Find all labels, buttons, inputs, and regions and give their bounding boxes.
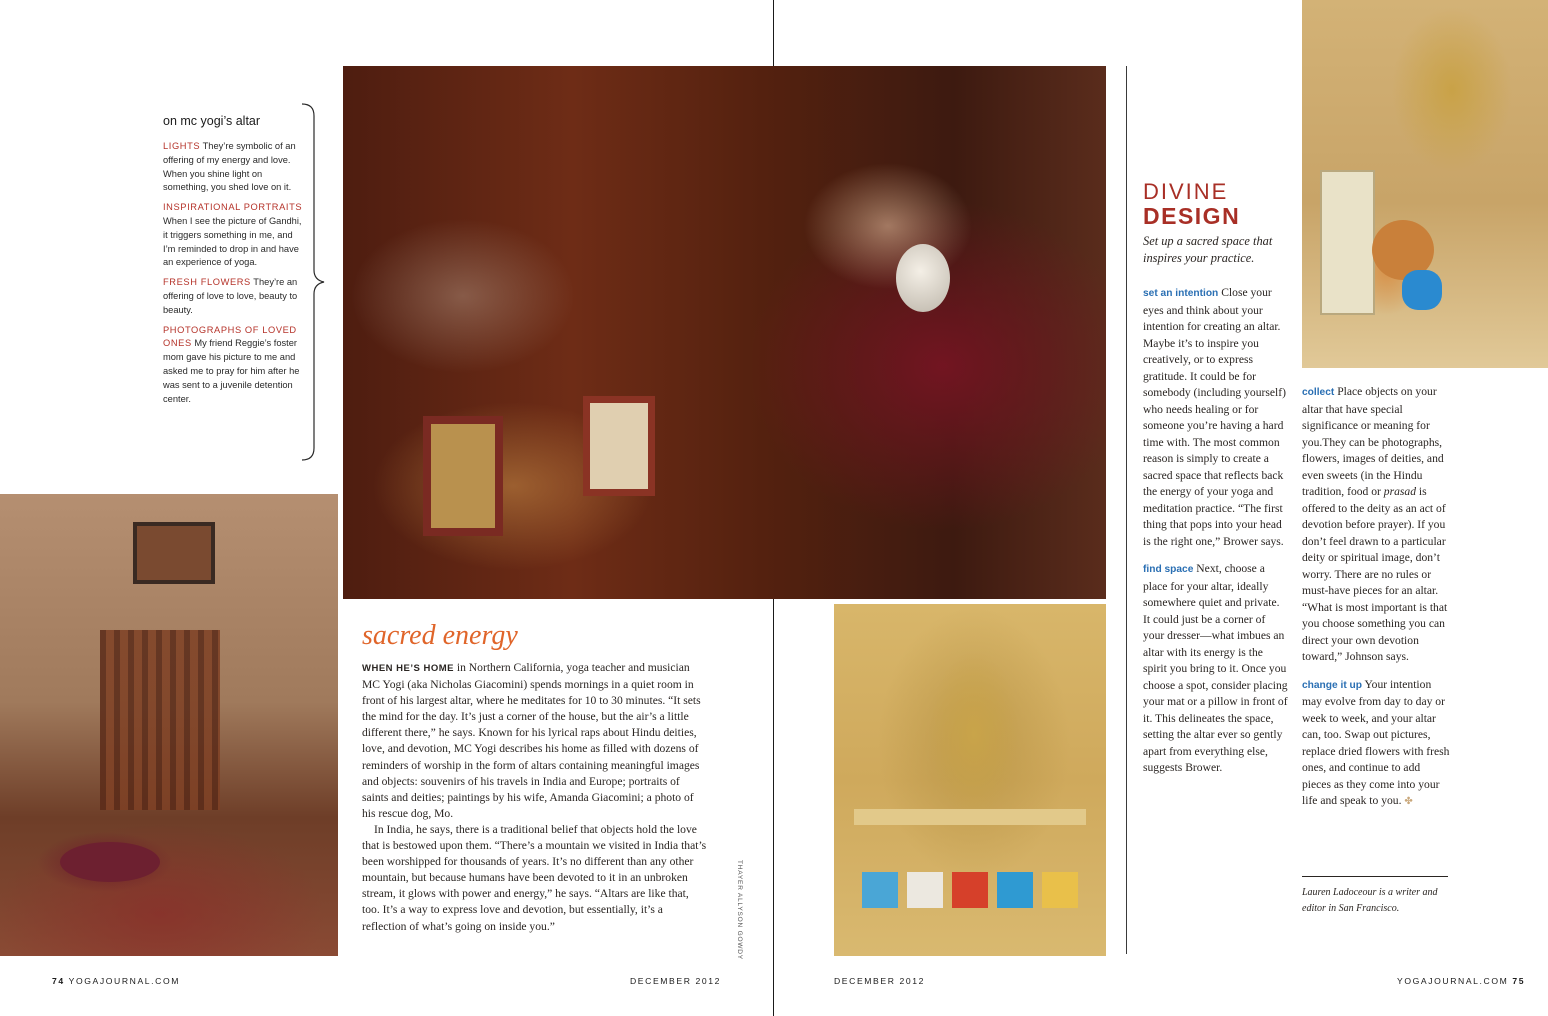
sidebar-text: They’re an offering of love to love, beauty to beauty. bbox=[163, 277, 298, 315]
sidebar-altar-list bbox=[163, 114, 303, 412]
folio-site: YOGAJOURNAL.COM bbox=[68, 976, 180, 986]
section-keyword: change it up bbox=[1302, 679, 1362, 691]
altar-frame bbox=[423, 416, 503, 536]
section-text: Your intention may evolve from day to day or week to week, and your altar can, too. Swap out pictures, replace dried flowers with fresh ones, and continue to add pieces as they come into your life and speak to you. bbox=[1302, 677, 1450, 807]
section-keyword: collect bbox=[1302, 387, 1335, 398]
photo-credit bbox=[735, 860, 745, 960]
folio-right bbox=[1397, 976, 1525, 986]
photo-credit-text: THAYER ALLYSON GOWDY bbox=[736, 860, 743, 960]
section-text: is offered to the deity as an act of devotion before prayer). If you don’t feel drawn to a particular deity or spiritual image, don’t worry. There are no rules or must-have pieces for an altar. “What is most important is that you choose something you can direct your own devotion toward,” Johnson says. bbox=[1302, 485, 1448, 663]
bio-rule bbox=[1302, 876, 1448, 877]
story-paragraph: In India, he says, there is a traditional belief that objects hold the love that is bestowed upon them. “There’s a mountain we visited in India that’s been worshipped for thousands of years. It’s no different than any other mountain, but because humans have been devoted to it in an unbroken stream, it glows with power and energy,” he says. “Altars are like that, too. It’s a way to express love and devotion, but essentially, it’s a reflection of what’s going on inside you.” bbox=[362, 822, 707, 933]
sidebar-term: INSPIRATIONAL PORTRAITS bbox=[163, 202, 303, 213]
story-title: sacred energy bbox=[362, 620, 518, 651]
section-text: Place objects on your altar that have special significance or meaning for you.They can be photographs, flowers, images of deities, and even sweets (in the Hindu tradition, food or bbox=[1302, 385, 1444, 498]
section-keyword: set an intention bbox=[1143, 288, 1219, 299]
photo-meditation-room bbox=[0, 494, 338, 956]
sidebar-title: on mc yogi’s altar bbox=[163, 114, 261, 128]
end-mark-icon: ✤ bbox=[1404, 796, 1413, 807]
story-lead-in: WHEN HE’S HOME bbox=[362, 663, 454, 674]
sidebar-text: My friend Reggie’s foster mom gave his picture to me and asked me to pray for him after he was sent to a juvenile detention center. bbox=[163, 338, 300, 404]
article-section bbox=[1143, 285, 1288, 550]
sidebar-item bbox=[163, 324, 303, 407]
section-emphasis: prasad bbox=[1383, 485, 1417, 498]
photo-mc-yogi-altar bbox=[343, 66, 1106, 599]
carved-screen bbox=[100, 630, 220, 810]
sidebar-item bbox=[163, 201, 303, 270]
sidebar-term: PHOTOGRAPHS OF LOVED ONES bbox=[163, 324, 297, 349]
wall-picture bbox=[133, 522, 215, 584]
article-column bbox=[1302, 384, 1450, 822]
altar-frame bbox=[583, 396, 655, 496]
story-text: in Northern California, yoga teacher and musician MC Yogi (aka Nicholas Giacomini) spends mornings in a quiet room in front of his largest altar, where he meditates for 10 to 30 minutes. “It sets the mind for the day. It’s just a corner of the house, but the air’s a little different there,” he says. Known for his lyrical raps about Hindu deities, love, and devotion, MC Yogi describes his home as filled with dozens of reminders of worship in the form of altars containing meaningful images and objects: souvenirs of his travels in India and Europe; portraits of saints and deities; paintings by his wife, Amanda Giacomini; a photo of his rescue dog, Mo. bbox=[362, 661, 701, 820]
article-title-line: DIVINE bbox=[1143, 179, 1229, 204]
photo-niche-altar bbox=[834, 604, 1106, 956]
article-section bbox=[1143, 561, 1288, 777]
section-text: Close your eyes and think about your intention for creating an altar. Maybe it’s to inspire you creatively, or to express gratitude. It could be for somebody (including yourself) who needs healing or for someone you’re having a hard time with. The most common reason is simply to create a sacred space that reflects back the energy of your yoga and meditation practice. “The first thing that pops into your head is the right one,” Brower says. bbox=[1143, 286, 1286, 548]
author-bio: Lauren Ladoceour is a writer and editor in San Francisco. bbox=[1302, 887, 1438, 914]
article-section bbox=[1302, 677, 1450, 811]
column-rule bbox=[1126, 66, 1127, 954]
article-column bbox=[1143, 285, 1288, 788]
headphone-earcup bbox=[896, 244, 950, 312]
meditation-cushion bbox=[60, 842, 160, 882]
deity-card bbox=[1320, 170, 1375, 315]
story-paragraph bbox=[362, 660, 707, 822]
sidebar-text: They’re symbolic of an offering of my energy and love. When you shine light on something, you shed love on it. bbox=[163, 141, 296, 193]
sidebar-term: FRESH FLOWERS bbox=[163, 277, 251, 288]
section-text: Next, choose a place for your altar, ideally somewhere quiet and private. It could just be a corner of your dresser—what imbues an altar with its energy is the spirit you bring to it. Once you choose a spot, consider placing your mat or a pillow in front of it. This delineates the space, setting the altar ever so gently apart from everything else, suggests Brower. bbox=[1143, 562, 1288, 774]
story-body bbox=[362, 660, 707, 935]
sidebar-item bbox=[163, 276, 303, 317]
page-number: 74 bbox=[52, 976, 65, 986]
sidebar-term: LIGHTS bbox=[163, 141, 201, 151]
article-deck: Set up a sacred space that inspires your practice. bbox=[1143, 234, 1273, 265]
blue-figurine bbox=[1402, 270, 1442, 310]
article-title bbox=[1143, 180, 1240, 228]
shelf-ledge bbox=[854, 809, 1086, 825]
brace-icon bbox=[300, 102, 330, 462]
folio-right-date: DECEMBER 2012 bbox=[834, 976, 926, 986]
folio-site: YOGAJOURNAL.COM bbox=[1397, 976, 1509, 986]
sidebar-item bbox=[163, 140, 303, 195]
prayer-flags bbox=[862, 872, 1078, 920]
photo-altar-figurines bbox=[1302, 0, 1548, 368]
page-number: 75 bbox=[1512, 976, 1526, 986]
section-keyword: find space bbox=[1143, 564, 1194, 575]
article-section bbox=[1302, 384, 1450, 666]
article-title-line: DESIGN bbox=[1143, 203, 1241, 229]
folio-left-date: DECEMBER 2012 bbox=[630, 976, 722, 986]
folio-left bbox=[52, 976, 180, 986]
sidebar-text: When I see the picture of Gandhi, it triggers something in me, and I’m reminded to drop in and have an experience of yoga. bbox=[163, 215, 302, 268]
